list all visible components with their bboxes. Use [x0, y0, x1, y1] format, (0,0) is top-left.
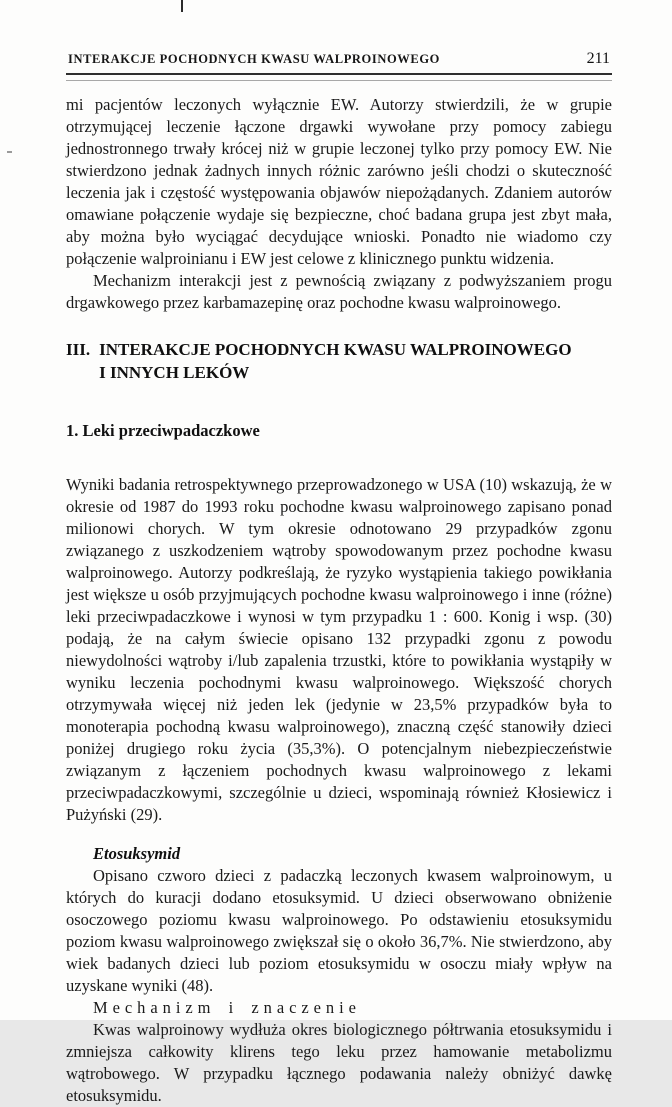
section-heading [66, 338, 612, 384]
paragraph-intro-continuation: mi pacjentów leczonych wyłącznie EW. Autorzy stwierdzili, że w grupie otrzymującej leczenie łączone drgawki wywołane przy pomocy zabiegu jednostronnego trwały krócej niż w grupie leczonej tylko przy pomocy EW. Nie stwierdzono jednak żadnych innych różnic zarówno jeśli chodzi o skuteczność leczenia jak i częstość występowania objawów niepożądanych. Zdaniem autorów omawiane połączenie wydaje się bezpieczne, choć badana grupa jest zbyt mała, aby można było wyciągać decydujące wnioski. Ponadto nie wiadomo czy połączenie walproinianu i EW jest celowe z klinicznego punktu widzenia. [66, 95, 612, 268]
section-title-line2: I INNYCH LEKÓW [99, 363, 250, 382]
page-number: 211 [586, 50, 610, 67]
page-header [68, 50, 610, 68]
section-title [99, 338, 571, 384]
etosuksymid-heading: Etosuksymid [93, 844, 181, 863]
paragraph-mechanism: Kwas walproinowy wydłuża okres biologicznego półtrwania etosuksymidu i zmniejsza całkowity klirens tego leku przez hamowanie metabolizmu wątrobowego. W przypadku łącznego podawania należy obniżyć dawkę etosuksymidu. [66, 1020, 612, 1105]
subsection-heading: 1. Leki przeciwpadaczkowe [66, 421, 260, 440]
paragraph-intro-mechanism: Mechanizm interakcji jest z pewnością związany z podwyższaniem progu drgawkowego przez karbamazepinę oraz pochodne kwasu walproinowego. [66, 271, 612, 312]
section-number: III. [66, 340, 91, 359]
section-title-line1: INTERAKCJE POCHODNYCH KWASU WALPROINOWEGO [99, 340, 572, 359]
paragraph-etosuksymid: Opisano czworo dzieci z padaczką leczonych kwasem walproinowym, u których do kuracji dodano etosuksymid. U dzieci obserwowano obniżenie osoczowego poziomu kwasu walproinowego. Po odstawieniu etosuksymidu poziom kwasu walproinowego zwiększał się o około 36,7%. Nie stwierdzono, aby wiek badanych dzieci lub poziom etosuksymidu w osoczu miały wpływ na uzyskane wyniki (48). [66, 866, 612, 995]
body-text-block [66, 94, 612, 1107]
scan-artifact-mark [181, 0, 183, 12]
scan-artifact-mark [7, 151, 12, 153]
running-title: INTERAKCJE POCHODNYCH KWASU WALPROINOWEGO [68, 52, 440, 66]
paragraph-antiepileptic: Wyniki badania retrospektywnego przeprowadzonego w USA (10) wskazują, że w okresie od 1987 do 1993 roku pochodne kwasu walproinowego zapisano ponad milionowi chorych. W tym okresie odnotowano 29 przypadków zgonu związanego z uszkodzeniem wątroby spowodowanym przez pochodne kwasu walproinowego. Autorzy podkreślają, że ryzyko wystąpienia takiego powikłania jest większe u osób przyjmujących pochodne kwasu walproinowego i inne (różne) leki przeciwpadaczkowe i wynosi w tym przypadku 1 : 600. Konig i wsp. (30) podają, że na całym świecie opisano 132 przypadki zgonu z powodu niewydolności wątroby i/lub zapalenia trzustki, które to powikłania wystąpiły w wyniku leczenia pochodnymi kwasu walproinowego. Większość chorych otrzymywała więcej niż jeden lek (jedynie w 23,5% przypadków była to monoterapia pochodną kwasu walproinowego), znaczną część stanowiły dzieci poniżej drugiego roku życia (35,3%). O potencjalnym niebezpieczeństwie związanym z łączeniem pochodnych kwasu walproinowego z lekami przeciwpadaczkowymi, szczególnie u dzieci, wspominają również Kłosiewicz i Pużyński (29). [66, 475, 612, 824]
header-rule [66, 73, 612, 81]
mechanism-heading: Mechanizm i znaczenie [93, 998, 361, 1017]
